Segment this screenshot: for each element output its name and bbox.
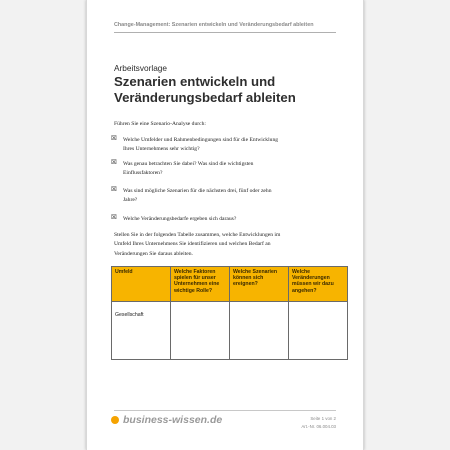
question-line: Jahre? [123,196,138,203]
instruction-line: Veränderungen Sie daraus ableiten. [114,250,193,257]
table-cell [230,302,289,360]
document-subtitle: Arbeitsvorlage [114,63,168,73]
table-instruction [114,231,314,259]
question-text [123,160,283,177]
page-info [298,415,336,430]
question-line: Welche Veränderungsbedarfe ergeben sich daraus? [123,216,237,222]
header-umfeld: Umfeld [112,267,171,302]
checkbox-icon: ☒ [111,135,117,142]
table-header-row [112,267,348,302]
logo-text: business-wissen.de [123,414,223,426]
header-szenarien: Welche Szenarien können sich ereignen? [230,267,289,302]
table-cell [171,302,230,360]
question-text [123,215,283,224]
document-page [86,0,364,450]
question-line: Einflussfaktoren? [123,169,163,176]
checkbox-icon: ☒ [111,214,117,221]
checkbox-icon: ☒ [111,159,117,166]
checkbox-icon: ☒ [111,186,117,193]
intro-text: Führen Sie eine Szenario-Analyse durch: [114,121,206,127]
page-number: Seite 1 von 2 [310,416,336,421]
logo [111,414,222,426]
header-divider [114,32,336,33]
footer-divider [114,410,336,411]
header-veraenderungen: Welche Veränderungen müssen wir dazu angehen? [289,267,348,302]
scenario-table [111,266,348,360]
question-line: Was sind mögliche Szenarien für die nächsten drei, fünf oder zehn [123,188,272,194]
header-faktoren: Welche Faktoren spielen für unser Unternehmen eine wichtige Rolle? [171,267,230,302]
question-text [123,187,283,204]
table-row [112,302,348,360]
table-cell [289,302,348,360]
question-line: Was genau betrachten Sie dabei? Was sind die wichtigsten [123,161,254,167]
question-line: Welche Umfelder und Rahmenbedingungen sind für die Entwicklung [123,137,279,143]
logo-dot-icon [111,416,119,424]
title-line-1: Szenarien entwickeln und [114,74,276,89]
instruction-line: Umfeld Ihres Unternehmens Sie identifizieren und welchen Bedarf an [114,241,271,248]
title-line-2: Veränderungsbedarf ableiten [114,89,296,105]
running-header: Change-Management: Szenarien entwickeln und Veränderungsbedarf ableiten [114,22,314,28]
document-title [114,74,344,105]
question-text [123,136,283,153]
question-line: Ihres Unternehmens sehr wichtig? [123,145,200,152]
table-cell: Gesellschaft [112,302,171,360]
article-number: Art.-Nr. 06.004.03 [301,423,336,429]
instruction-line: Stellen Sie in der folgenden Tabelle zusammen, welche Entwicklungen im [114,232,281,238]
